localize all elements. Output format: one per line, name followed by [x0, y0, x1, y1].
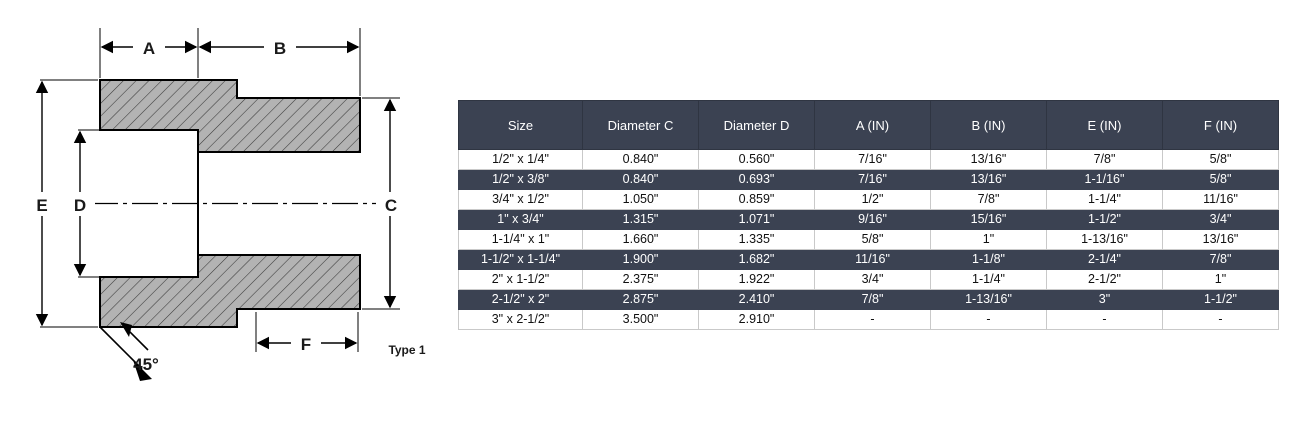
cell-b: 13/16" — [931, 170, 1047, 190]
cell-a: 5/8" — [815, 230, 931, 250]
cell-diameter-d: 1.071" — [699, 210, 815, 230]
cell-diameter-d: 2.410" — [699, 290, 815, 310]
cell-f: 1" — [1163, 270, 1279, 290]
cell-diameter-c: 1.900" — [583, 250, 699, 270]
cell-diameter-d: 0.560" — [699, 150, 815, 170]
cell-diameter-d: 1.335" — [699, 230, 815, 250]
table-row — [459, 210, 1279, 230]
cell-diameter-c: 3.500" — [583, 310, 699, 330]
cell-diameter-c: 0.840" — [583, 150, 699, 170]
cell-diameter-c: 1.315" — [583, 210, 699, 230]
column-header-b: B (IN) — [931, 101, 1047, 150]
cell-f: 5/8" — [1163, 150, 1279, 170]
drawing-type-label: Type 1 — [388, 343, 426, 357]
angle-label-45: 45° — [133, 355, 159, 374]
table-row — [459, 150, 1279, 170]
cell-a: 7/16" — [815, 170, 931, 190]
specification-table-wrapper — [458, 100, 1278, 330]
column-header-f: F (IN) — [1163, 101, 1279, 150]
upper-wall-section — [100, 80, 360, 152]
table-header — [459, 101, 1279, 150]
cell-f: 3/4" — [1163, 210, 1279, 230]
cell-a: 11/16" — [815, 250, 931, 270]
column-header-e: E (IN) — [1047, 101, 1163, 150]
table-header-row — [459, 101, 1279, 150]
cell-b: - — [931, 310, 1047, 330]
cell-size: 3" x 2-1/2" — [459, 310, 583, 330]
cell-a: 3/4" — [815, 270, 931, 290]
fitting-cross-section-drawing — [0, 0, 460, 427]
cell-b: 7/8" — [931, 190, 1047, 210]
column-header-diameter-d: Diameter D — [699, 101, 815, 150]
cell-a: 7/8" — [815, 290, 931, 310]
table-row — [459, 250, 1279, 270]
cell-f: 5/8" — [1163, 170, 1279, 190]
cell-diameter-d: 2.910" — [699, 310, 815, 330]
dim-label-b: B — [273, 39, 287, 58]
cell-e: 1-13/16" — [1047, 230, 1163, 250]
column-header-size: Size — [459, 101, 583, 150]
cell-f: 7/8" — [1163, 250, 1279, 270]
cell-b: 13/16" — [931, 150, 1047, 170]
cell-e: - — [1047, 310, 1163, 330]
cell-size: 1/2" x 3/8" — [459, 170, 583, 190]
cell-size: 3/4" x 1/2" — [459, 190, 583, 210]
cell-a: 1/2" — [815, 190, 931, 210]
table-row — [459, 270, 1279, 290]
cell-diameter-c: 1.660" — [583, 230, 699, 250]
cell-b: 1-1/4" — [931, 270, 1047, 290]
cell-f: 1-1/2" — [1163, 290, 1279, 310]
cell-size: 1-1/2" x 1-1/4" — [459, 250, 583, 270]
cell-e: 1-1/16" — [1047, 170, 1163, 190]
cell-a: 9/16" — [815, 210, 931, 230]
cell-e: 2-1/2" — [1047, 270, 1163, 290]
dim-label-a: A — [142, 39, 156, 58]
dim-label-d: D — [73, 196, 87, 215]
table-row — [459, 190, 1279, 210]
cell-size: 1/2" x 1/4" — [459, 150, 583, 170]
cell-f: - — [1163, 310, 1279, 330]
cell-b: 1-1/8" — [931, 250, 1047, 270]
cell-a: - — [815, 310, 931, 330]
cell-size: 2-1/2" x 2" — [459, 290, 583, 310]
cell-size: 2" x 1-1/2" — [459, 270, 583, 290]
table-row — [459, 170, 1279, 190]
cell-b: 1" — [931, 230, 1047, 250]
cell-e: 7/8" — [1047, 150, 1163, 170]
column-header-a: A (IN) — [815, 101, 931, 150]
cell-diameter-d: 1.922" — [699, 270, 815, 290]
table-row — [459, 230, 1279, 250]
cell-f: 11/16" — [1163, 190, 1279, 210]
table-body — [459, 150, 1279, 330]
dim-label-f: F — [300, 335, 312, 354]
cell-e: 1-1/4" — [1047, 190, 1163, 210]
cell-size: 1-1/4" x 1" — [459, 230, 583, 250]
cell-diameter-c: 1.050" — [583, 190, 699, 210]
cell-a: 7/16" — [815, 150, 931, 170]
cell-b: 1-13/16" — [931, 290, 1047, 310]
cell-f: 13/16" — [1163, 230, 1279, 250]
cell-diameter-d: 1.682" — [699, 250, 815, 270]
cell-b: 15/16" — [931, 210, 1047, 230]
table-row — [459, 310, 1279, 330]
table-row — [459, 290, 1279, 310]
column-header-diameter-c: Diameter C — [583, 101, 699, 150]
dim-label-c: C — [384, 196, 398, 215]
cell-diameter-c: 0.840" — [583, 170, 699, 190]
lower-wall-section — [100, 255, 360, 327]
dim-label-e: E — [36, 196, 48, 215]
specification-table — [458, 100, 1279, 330]
cell-diameter-d: 0.693" — [699, 170, 815, 190]
cell-diameter-d: 0.859" — [699, 190, 815, 210]
cell-diameter-c: 2.875" — [583, 290, 699, 310]
cell-e: 1-1/2" — [1047, 210, 1163, 230]
cell-diameter-c: 2.375" — [583, 270, 699, 290]
cell-e: 3" — [1047, 290, 1163, 310]
cell-e: 2-1/4" — [1047, 250, 1163, 270]
cell-size: 1" x 3/4" — [459, 210, 583, 230]
